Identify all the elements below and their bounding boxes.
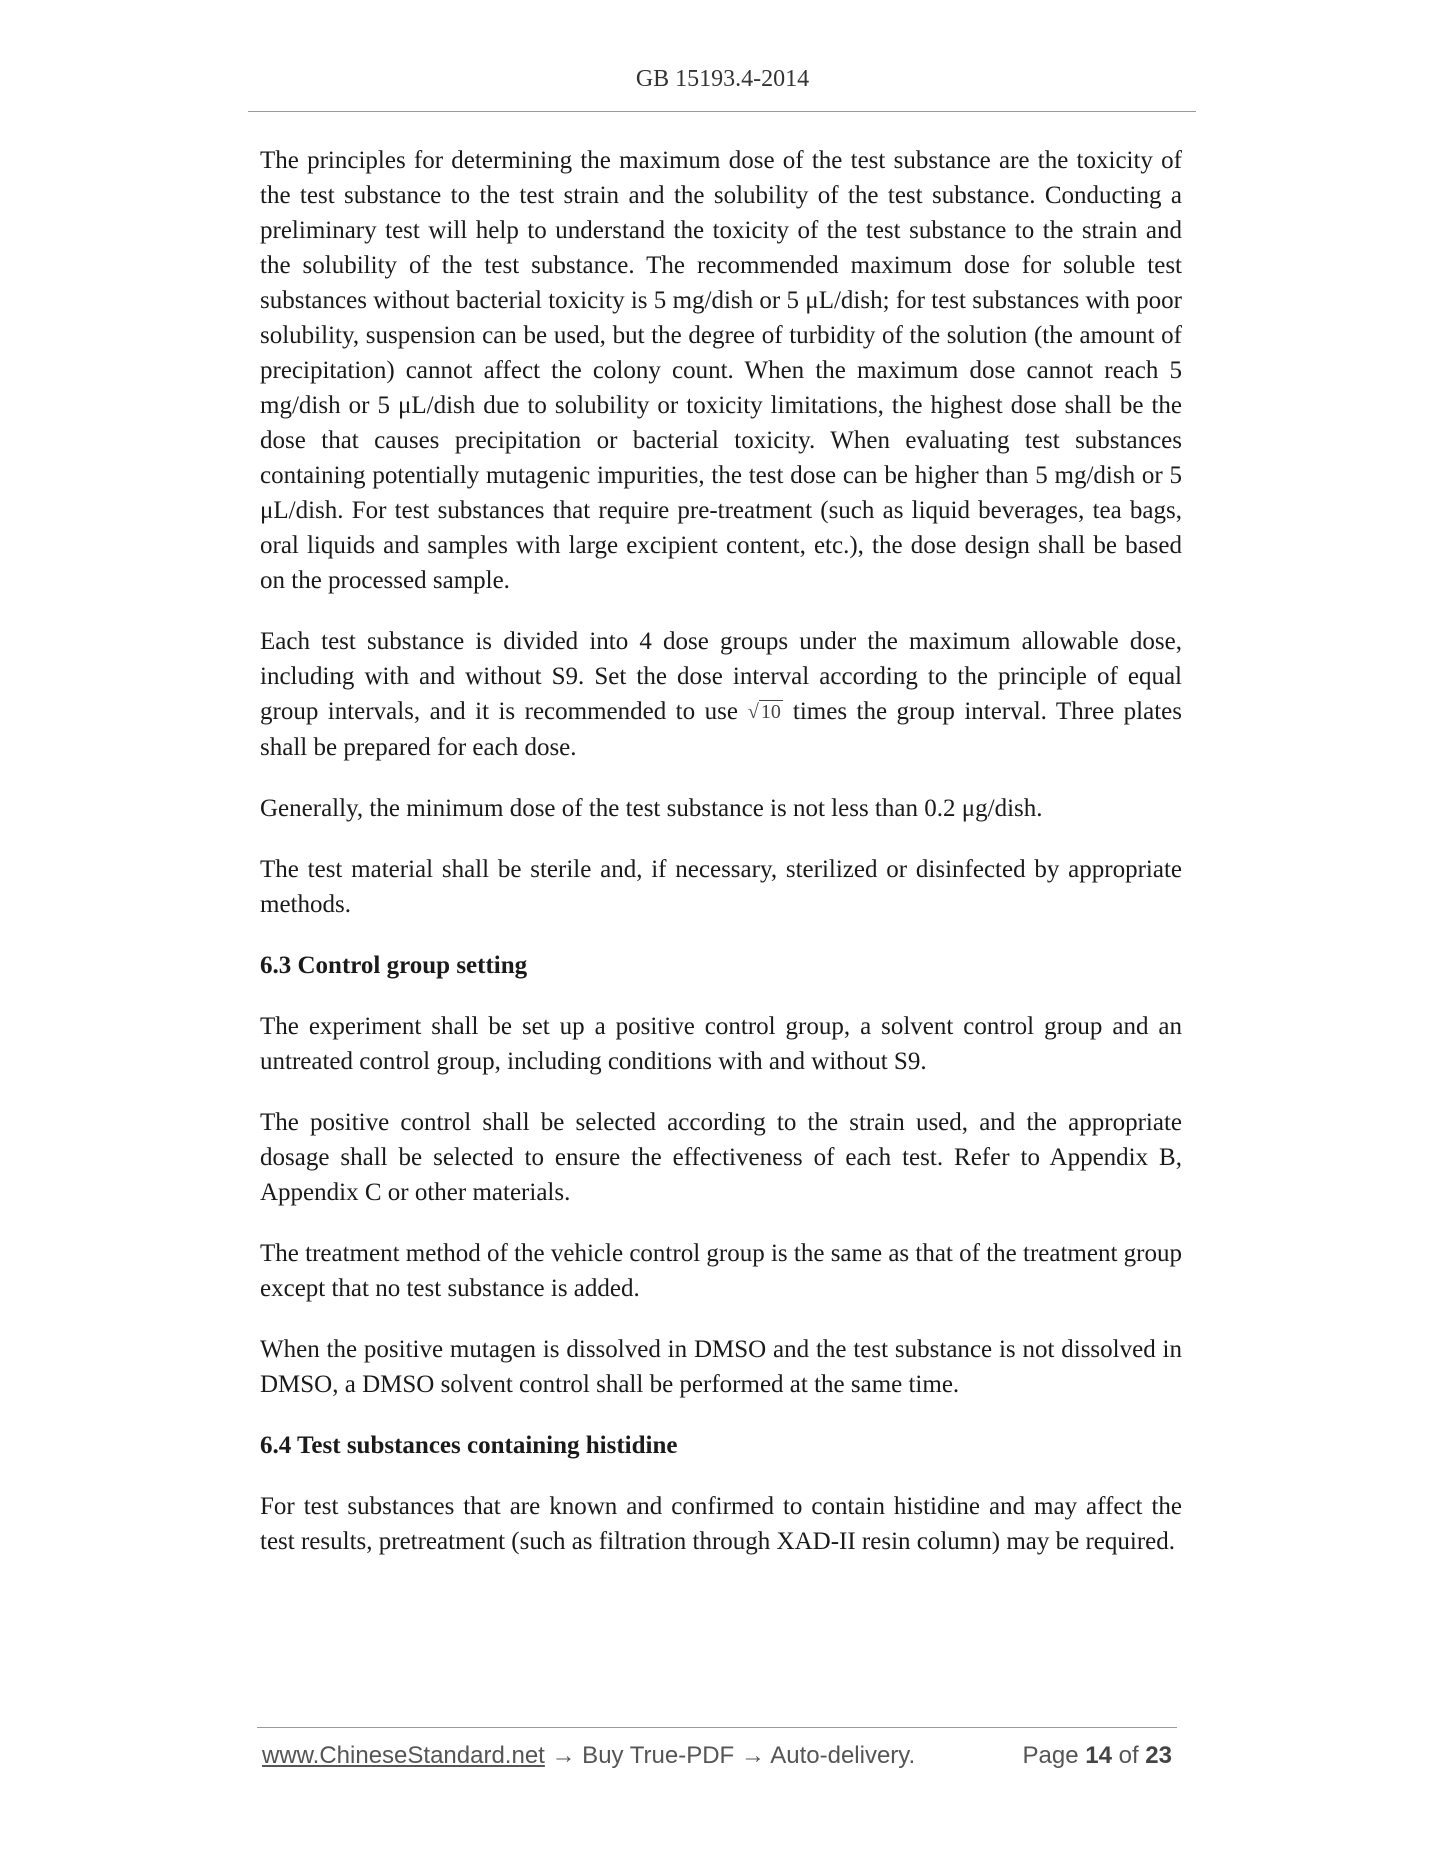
paragraph-vehicle-control: The treatment method of the vehicle control group is the same as that of the treatment group except that no test substance is added.	[260, 1240, 1182, 1302]
paragraph-control-groups: The experiment shall be set up a positive control group, a solvent control group and an untreated control group, including conditions with and without S9.	[260, 1013, 1182, 1075]
paragraph-minimum-dose: Generally, the minimum dose of the test substance is not less than 0.2 μg/dish.	[260, 795, 1043, 822]
page-label: Page	[1022, 1742, 1079, 1769]
page-footer	[262, 1742, 1172, 1776]
dose-groups-text-after: times the group interval. Three plates shall be prepared for each dose.	[260, 698, 1182, 761]
website-link[interactable]: www.ChineseStandard.net	[262, 1742, 545, 1769]
of-label: of	[1118, 1742, 1139, 1769]
section-heading-6-4: 6.4 Test substances containing histidine	[260, 1432, 678, 1459]
section-heading-6-3: 6.3 Control group setting	[260, 952, 528, 979]
sqrt-symbol: √	[747, 701, 759, 723]
paragraph-dmso-control: When the positive mutagen is dissolved in DMSO and the test substance is not dissolved in DMSO, a DMSO solvent control shall be performed at the same time.	[260, 1336, 1182, 1398]
document-header	[0, 66, 1445, 93]
paragraph-dose-groups	[260, 624, 1182, 765]
standard-code: GB 15193.4-2014	[635, 66, 810, 92]
document-body	[260, 143, 1182, 1585]
paragraph-max-dose-principles: The principles for determining the maximum dose of the test substance are the toxicity of the test substance to the test strain and the solubility of the test substance. Conducting a preliminary test will help to understand the toxicity of the test substance to the strain and the solubility of the test substance. The recommended maximum dose for soluble test substances without bacterial toxicity is 5 mg/dish or 5 μL/dish; for test substances with poor solubility, suspension can be used, but the degree of turbidity of the solution (the amount of precipitation) cannot affect the colony count. When the maximum dose cannot reach 5 mg/dish or 5 μL/dish due to solubility or toxicity limitations, the highest dose shall be the dose that causes precipitation or bacterial toxicity. When evaluating test substances containing potentially mutagenic impurities, the test dose can be higher than 5 mg/dish or 5 μL/dish. For test substances that require pre-treatment (such as liquid beverages, tea bags, oral liquids and samples with large excipient content, etc.), the dose design shall be based on the processed sample.	[260, 147, 1182, 594]
footer-divider	[257, 1727, 1177, 1728]
page-current: 14	[1085, 1742, 1112, 1769]
paragraph-sterility: The test material shall be sterile and, if necessary, sterilized or disinfected by appropriate methods.	[260, 856, 1182, 918]
header-divider	[248, 111, 1196, 112]
paragraph-histidine: For test substances that are known and confirmed to contain histidine and may affect the test results, pretreatment (such as filtration through XAD-II resin column) may be required.	[260, 1493, 1182, 1555]
sqrt-formula	[738, 695, 793, 730]
page-total: 23	[1145, 1742, 1172, 1769]
page-indicator	[1023, 1742, 1173, 1770]
dose-groups-text-before: Each test substance is divided into 4 dose groups under the maximum allowable dose, including with and without S9. Set the dose interval according to the principle of equal group intervals, and it is recommended to use	[260, 628, 1182, 725]
footer-promo	[262, 1742, 915, 1770]
paragraph-positive-control: The positive control shall be selected according to the strain used, and the appropriate dosage shall be selected to ensure the effectiveness of each test. Refer to Appendix B, Appendix C or other materials.	[260, 1109, 1182, 1206]
promo-text: → Buy True-PDF → Auto-delivery.	[544, 1742, 916, 1769]
sqrt-value: 10	[760, 701, 781, 723]
